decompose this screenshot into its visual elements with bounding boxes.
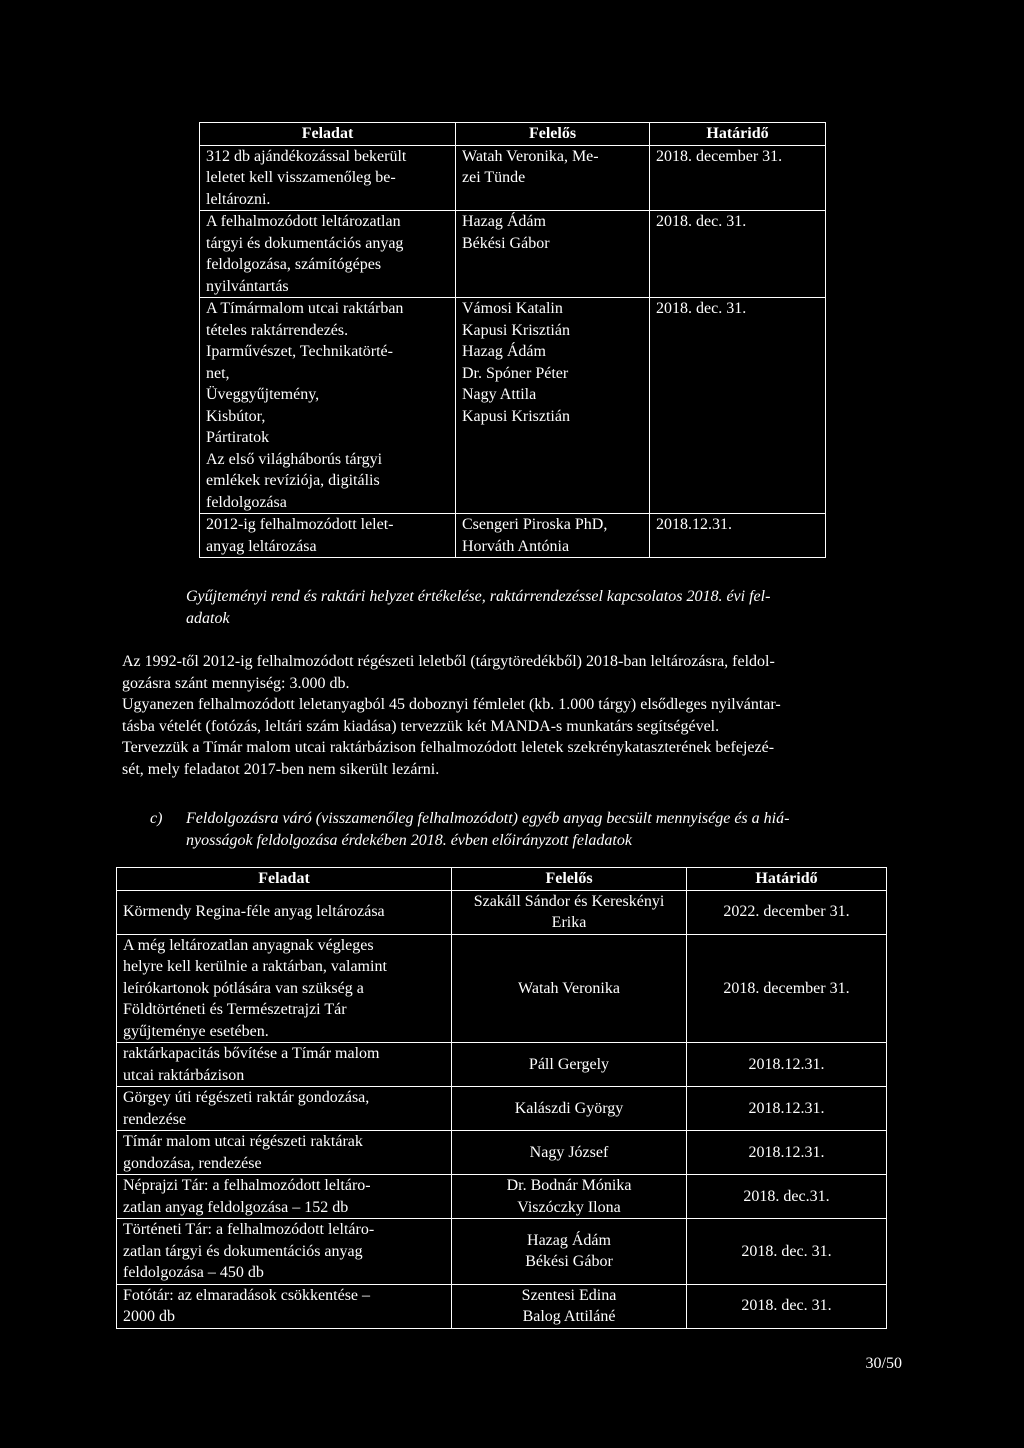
task-cell: [117, 1043, 452, 1087]
cell-line: feldolgozása, számítógépes: [206, 256, 382, 273]
task-table-2: [116, 867, 887, 1329]
cell-line: 2022. december 31.: [723, 903, 850, 921]
cell-line: nyilvántartás: [206, 277, 289, 295]
cell-line: leletet kell visszamenőleg be-: [206, 169, 396, 186]
cell-line: emlékek revíziója, digitális: [206, 472, 380, 489]
responsible-cell: [452, 1043, 687, 1087]
cell-line: zei Tünde: [462, 169, 526, 186]
deadline-cell: [687, 1087, 887, 1131]
header-responsible: Felelős: [456, 123, 650, 146]
table-header-row: [117, 868, 887, 891]
deadline-cell: [650, 145, 826, 211]
responsible-cell: [452, 934, 687, 1043]
header-deadline: Határidő: [687, 868, 887, 891]
heading-line: Gyűjteményi rend és raktári helyzet értékelése, raktárrendezéssel kapcsolatos 2018. évi fel-: [186, 588, 771, 605]
table-row: [200, 145, 826, 211]
task-cell: [117, 1087, 452, 1131]
deadline-cell: [650, 211, 826, 298]
task-cell: [117, 1131, 452, 1175]
cell-line: Üveggyűjtemény,: [206, 386, 320, 403]
cell-line: zatlan tárgyi és dokumentációs anyag: [123, 1242, 363, 1260]
task-cell: [200, 514, 456, 558]
cell-line: Kalászdi György: [514, 1099, 624, 1117]
deadline-cell: [687, 1219, 887, 1285]
table-row: [200, 298, 826, 514]
cell-line: net,: [206, 364, 230, 382]
responsible-cell: [456, 514, 650, 558]
cell-line: 2018. dec. 31.: [656, 213, 747, 230]
task-cell: [117, 934, 452, 1043]
table-row: [117, 1087, 887, 1131]
cell-line: raktárkapacitás bővítése a Tímár malom: [123, 1045, 380, 1062]
page-number: 30/50: [865, 1355, 902, 1372]
cell-line: 2018. dec. 31.: [741, 1242, 832, 1260]
table-row: [117, 1131, 887, 1175]
cell-line: tételes raktárrendezés.: [206, 321, 349, 339]
cell-line: Békési Gábor: [462, 234, 550, 252]
cell-line: 2018. dec.31.: [743, 1187, 830, 1205]
cell-line: 312 db ajándékozással bekerült: [206, 147, 407, 165]
header-responsible: Felelős: [452, 868, 687, 891]
body-paragraph: [122, 651, 902, 780]
responsible-cell: [456, 298, 650, 514]
section-c-heading: [186, 808, 886, 851]
cell-line: 2018.12.31.: [748, 1143, 825, 1161]
cell-line: Földtörténeti és Természetrajzi Tár: [123, 1001, 347, 1018]
cell-line: feldolgozása: [206, 493, 287, 511]
cell-line: Dr. Bodnár Mónika: [506, 1177, 632, 1194]
cell-line: Kapusi Krisztián: [462, 321, 570, 339]
table-row: [200, 514, 826, 558]
cell-line: Vámosi Katalin: [462, 300, 563, 317]
cell-line: 2018.12.31.: [748, 1099, 825, 1117]
table-row: [200, 211, 826, 298]
cell-line: Fotótár: az elmaradások csökkentése –: [123, 1286, 371, 1304]
paragraph-line: Ugyanezen felhalmozódott leletanyagból 45 doboznyi fémlelet (kb. 1.000 tárgy) elsődleges nyilvántar-: [122, 696, 781, 713]
heading-line: adatok: [186, 609, 230, 627]
cell-line: Dr. Spóner Péter: [462, 364, 569, 382]
cell-line: Csengeri Piroska PhD,: [462, 516, 608, 533]
cell-line: Pártiratok: [206, 429, 270, 446]
cell-line: feldolgozása – 450 db: [123, 1264, 264, 1281]
cell-line: 2018. december 31.: [723, 979, 850, 997]
paragraph-line: Az 1992-től 2012-ig felhalmozódott régészeti leletből (tárgytöredékből) 2018-ban leltározásra, feldol-: [122, 653, 775, 670]
cell-line: 2018.12.31.: [748, 1055, 825, 1073]
cell-line: Szakáll Sándor és Kereskényi: [473, 892, 665, 910]
deadline-cell: [650, 298, 826, 514]
cell-line: 2018. december 31.: [656, 147, 783, 165]
task-cell: [200, 145, 456, 211]
task-cell: [200, 298, 456, 514]
cell-line: 2000 db: [123, 1308, 175, 1325]
cell-line: Szentesi Edina: [521, 1286, 617, 1304]
deadline-cell: [687, 1284, 887, 1328]
table-header-row: [200, 123, 826, 146]
responsible-cell: [452, 890, 687, 934]
cell-line: 2018. dec. 31.: [656, 300, 747, 317]
cell-line: Kisbútor,: [206, 407, 266, 425]
section-b-heading: [186, 586, 886, 629]
cell-line: Néprajzi Tár: a felhalmozódott leltáro-: [123, 1177, 371, 1194]
header-deadline: Határidő: [650, 123, 826, 146]
cell-line: gyűjteménye esetében.: [123, 1022, 269, 1040]
cell-line: A Tímármalom utcai raktárban: [206, 300, 404, 317]
cell-line: leltározni.: [206, 190, 271, 208]
table-row: [117, 1043, 887, 1087]
table-row: [117, 1219, 887, 1285]
cell-line: 2012-ig felhalmozódott lelet-: [206, 516, 394, 533]
cell-line: Páll Gergely: [528, 1055, 610, 1073]
heading-line: Feldolgozásra váró (visszamenőleg felhalmozódott) egyéb anyag becsült mennyisége és a hiá-: [186, 810, 790, 827]
paragraph-line: sét, mely feladatot 2017-ben nem sikerült lezárni.: [122, 760, 440, 778]
cell-line: Kapusi Krisztián: [462, 407, 570, 425]
task-cell: [117, 890, 452, 934]
responsible-cell: [452, 1284, 687, 1328]
section-c-marker: c): [150, 810, 163, 827]
cell-line: zatlan anyag feldolgozása – 152 db: [123, 1198, 349, 1216]
cell-line: Tímár malom utcai régészeti raktárak: [123, 1133, 363, 1150]
deadline-cell: [650, 514, 826, 558]
cell-line: Történeti Tár: a felhalmozódott leltáro-: [123, 1221, 375, 1238]
cell-line: Iparművészet, Technikatörté-: [206, 343, 393, 360]
paragraph-line: tásba vételét (fotózás, leltári szám kiadása) tervezzük két MANDA-s munkatárs segítségével.: [122, 717, 720, 735]
cell-line: Körmendy Regina-féle anyag leltározása: [123, 903, 385, 921]
paragraph-line: Tervezzük a Tímár malom utcai raktárbázison felhalmozódott leletek szekrénykataszterének befejezé-: [122, 739, 775, 756]
table-row: [117, 1284, 887, 1328]
cell-line: Békési Gábor: [525, 1253, 613, 1271]
task-table-1: [199, 122, 826, 558]
cell-line: 2018.12.31.: [656, 516, 732, 533]
cell-line: gondozása, rendezése: [123, 1154, 262, 1172]
cell-line: rendezése: [123, 1110, 187, 1128]
cell-line: A még leltározatlan anyagnak végleges: [123, 936, 374, 954]
task-cell: [200, 211, 456, 298]
header-task: Feladat: [117, 868, 452, 891]
deadline-cell: [687, 1043, 887, 1087]
cell-line: Hazag Ádám: [462, 213, 546, 230]
responsible-cell: [456, 211, 650, 298]
table-row: [117, 890, 887, 934]
cell-line: Az első világháborús tárgyi: [206, 450, 383, 468]
cell-line: utcai raktárbázison: [123, 1066, 245, 1084]
responsible-cell: [452, 1219, 687, 1285]
paragraph-line: gozásra szánt mennyiség: 3.000 db.: [122, 674, 350, 692]
cell-line: Erika: [551, 914, 587, 931]
cell-line: Hazag Ádám: [462, 343, 546, 360]
cell-line: Viszóczky Ilona: [517, 1198, 621, 1216]
header-task: Feladat: [200, 123, 456, 146]
cell-line: Görgey úti régészeti raktár gondozása,: [123, 1089, 370, 1106]
deadline-cell: [687, 1131, 887, 1175]
responsible-cell: [456, 145, 650, 211]
responsible-cell: [452, 1175, 687, 1219]
task-cell: [117, 1284, 452, 1328]
task-cell: [117, 1219, 452, 1285]
cell-line: Nagy Attila: [462, 386, 537, 403]
cell-line: Horváth Antónia: [462, 537, 570, 555]
cell-line: A felhalmozódott leltározatlan: [206, 213, 401, 230]
task-cell: [117, 1175, 452, 1219]
cell-line: tárgyi és dokumentációs anyag: [206, 234, 404, 252]
cell-line: Watah Veronika: [518, 979, 620, 997]
responsible-cell: [452, 1087, 687, 1131]
cell-line: Balog Attiláné: [522, 1308, 616, 1325]
cell-line: anyag leltározása: [206, 537, 317, 555]
responsible-cell: [452, 1131, 687, 1175]
deadline-cell: [687, 890, 887, 934]
heading-line: nyosságok feldolgozása érdekében 2018. évben előirányzott feladatok: [186, 831, 632, 849]
cell-line: Watah Veronika, Me-: [462, 147, 599, 165]
table-row: [117, 1175, 887, 1219]
cell-line: 2018. dec. 31.: [741, 1297, 832, 1315]
cell-line: helyre kell kerülnie a raktárban, valamint: [123, 958, 387, 975]
deadline-cell: [687, 934, 887, 1043]
cell-line: Nagy József: [529, 1143, 609, 1161]
deadline-cell: [687, 1175, 887, 1219]
cell-line: leírókartonok pótlására van szükség a: [123, 979, 364, 997]
table-row: [117, 934, 887, 1043]
cell-line: Hazag Ádám: [527, 1231, 611, 1249]
